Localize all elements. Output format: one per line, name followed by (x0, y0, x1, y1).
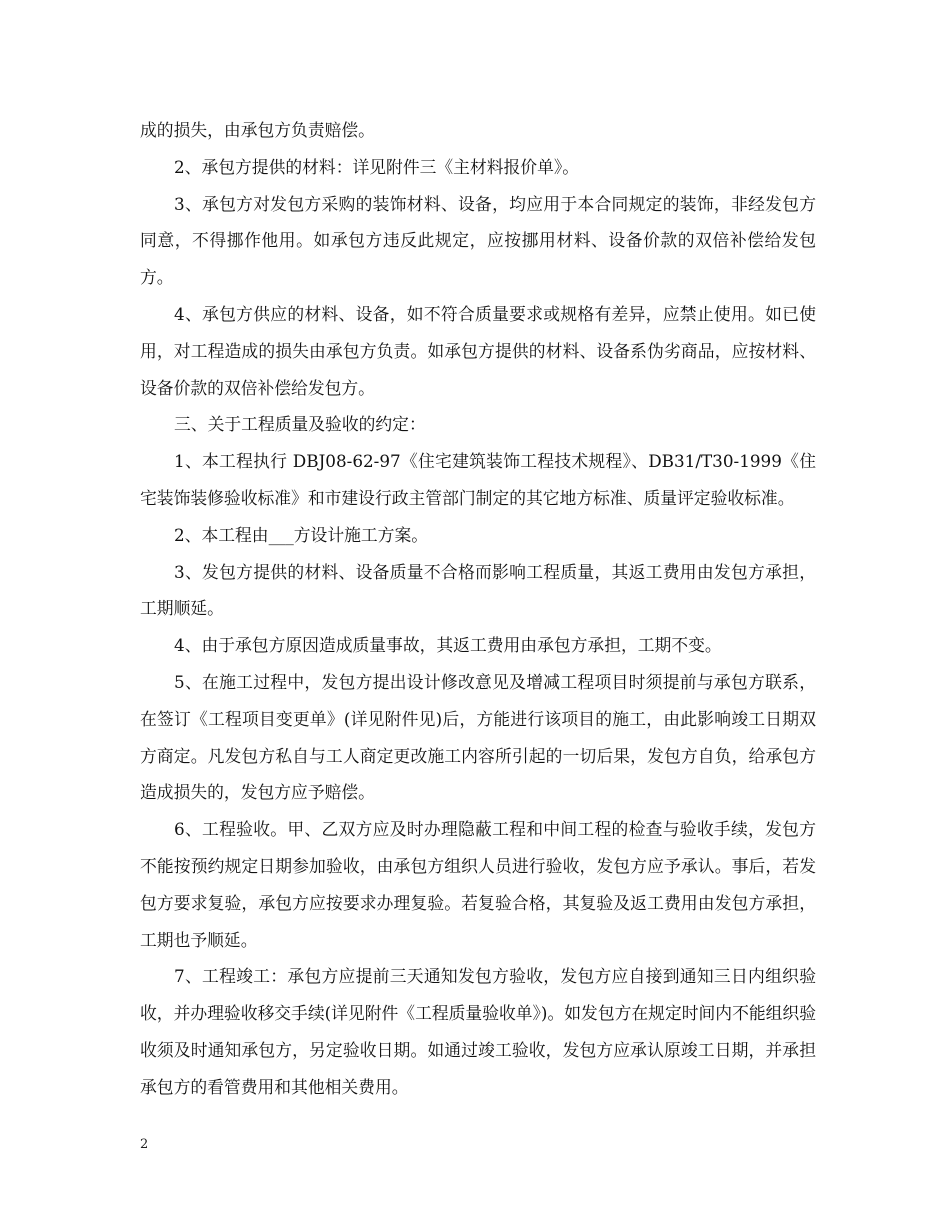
paragraph-0: 成的损失，由承包方负责赔偿。 (140, 120, 375, 140)
section-heading-3: 三、关于工程质量及验收的约定： (174, 414, 426, 435)
paragraph-8: 4、由于承包方原因造成质量事故，其返工费用由承包方承担，工期不变。 (174, 635, 722, 656)
paragraph-2: 3、承包方对发包方采购的装饰材料、设备，均应用于本合同规定的装饰，非经发包方同意，不得挪作他用。如承包方违反此规定，应按挪用材料、设备价款的双倍补偿给发包方。 (140, 193, 816, 288)
paragraph-1: 2、承包方提供的材料：详见附件三《主材料报价单》。 (174, 156, 580, 177)
paragraph-3: 4、承包方供应的材料、设备，如不符合质量要求或规格有差异，应禁止使用。如已使用，对工程造成的损失由承包方负责。如承包方提供的材料、设备系伪劣商品，应按材料、设备价款的双倍补偿给发包方。 (140, 303, 816, 398)
paragraph-6: 2、本工程由___方设计施工方案。 (174, 524, 429, 545)
paragraph-10: 6、工程验收。甲、乙双方应及时办理隐蔽工程和中间工程的检查与验收手续，发包方不能按预约规定日期参加验收，由承包方组织人员进行验收，发包方应予承认。事后，若发包方要求复验，承包方应按要求办理复验。若复验合格，其复验及返工费用由发包方承担，工期也予顺延。 (140, 819, 816, 950)
paragraph-9: 5、在施工过程中，发包方提出设计修改意见及增减工程项目时须提前与承包方联系，在签订《工程项目变更单》(详见附件见)后，方能进行该项目的施工，由此影响竣工日期双方商定。凡发包方私自与工人商定更改施工内容所引起的一切后果，发包方自负，给承包方造成损失的，发包方应予赔偿。 (140, 671, 816, 803)
paragraph-5: 1、本工程执行 DBJ08-62-97《住宅建筑装饰工程技术规程》、DB31/T30-1999《住宅装饰装修验收标准》和市建设行政主管部门制定的其它地方标准、质量评定验收标准。 (140, 451, 816, 508)
page-number: 2 (140, 1137, 149, 1152)
paragraph-7: 3、发包方提供的材料、设备质量不合格而影响工程质量，其返工费用由发包方承担，工期顺延。 (140, 561, 816, 619)
document-body (140, 112, 816, 1106)
paragraph-11: 7、工程竣工：承包方应提前三天通知发包方验收，发包方应自接到通知三日内组织验收，并办理验收移交手续(详见附件《工程质量验收单》)。如发包方在规定时间内不能组织验收须及时通知承包方，另定验收日期。如通过竣工验收，发包方应承认原竣工日期，并承担承包方的看管费用和其他相关费用。 (140, 966, 816, 1097)
